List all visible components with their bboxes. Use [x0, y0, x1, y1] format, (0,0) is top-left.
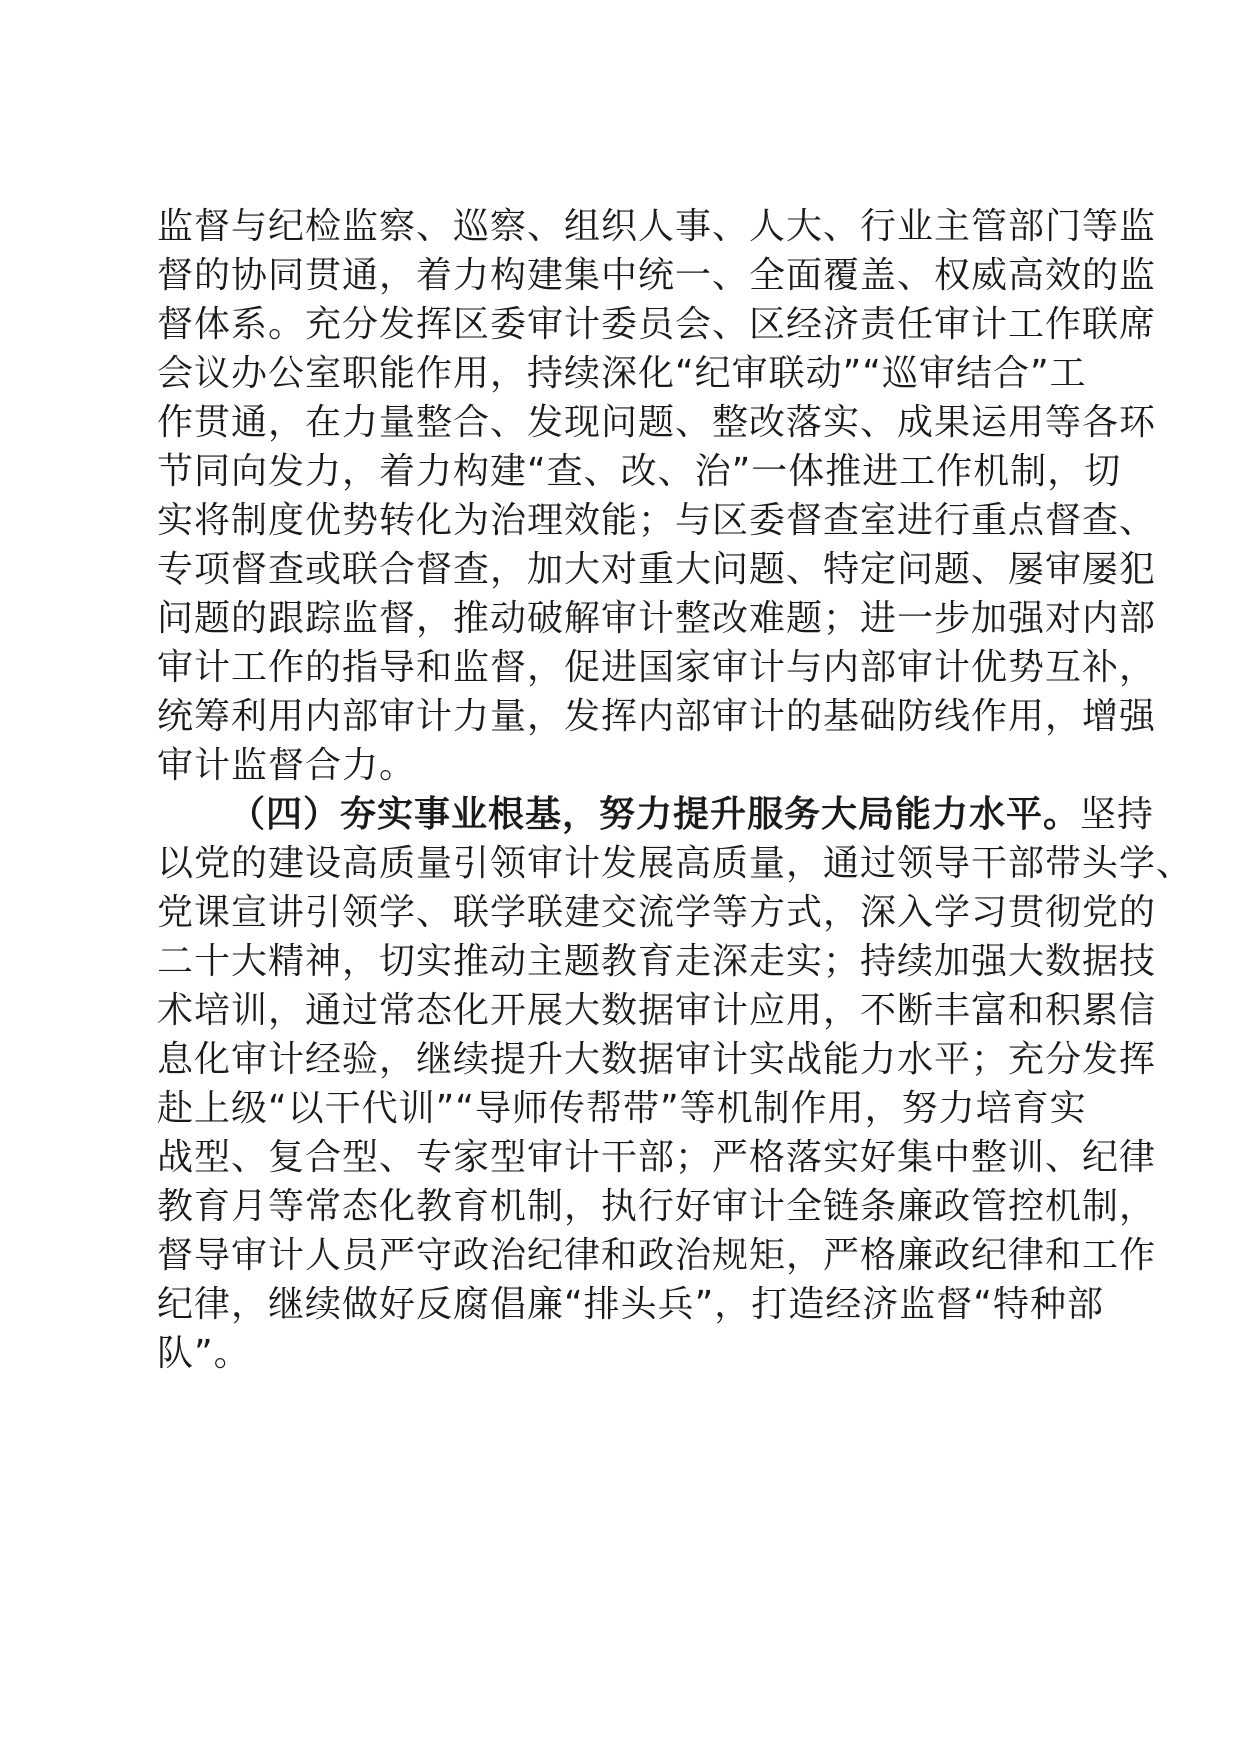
text-line: 专项督查或联合督查，加大对重大问题、特定问题、屡审屡犯: [157, 549, 1157, 590]
text-line: 息化审计经验，继续提升大数据审计实战能力水平；充分发挥: [157, 1039, 1157, 1080]
text-line: 节同向发力，着力构建“查、改、治”一体推进工作机制，切: [157, 451, 1122, 492]
text-line: 统筹利用内部审计力量，发挥内部审计的基础防线作用，增强: [157, 696, 1157, 737]
text-line: 督体系。充分发挥区委审计委员会、区经济责任审计工作联席: [157, 304, 1157, 345]
text-line: 问题的跟踪监督，推动破解审计整改难题；进一步加强对内部: [157, 598, 1157, 639]
section-heading: （四）夯实事业根基，努力提升服务大局能力水平。: [229, 794, 1081, 835]
text-line: 战型、复合型、专家型审计干部；严格落实好集中整训、纪律: [157, 1137, 1157, 1178]
text-line: 教育月等常态化教育机制，执行好审计全链条廉政管控机制，: [157, 1186, 1157, 1227]
text-line: 纪律，继续做好反腐倡廉“排头兵”，打造经济监督“特种部: [157, 1284, 1104, 1325]
text-line: 作贯通，在力量整合、发现问题、整改落实、成果运用等各环: [157, 402, 1157, 443]
heading-tail-text: 坚持: [1080, 794, 1155, 835]
text-line: 监督与纪检监察、巡察、组织人事、人大、行业主管部门等监: [157, 206, 1157, 247]
text-line: 实将制度优势转化为治理效能；与区委督查室进行重点督查、: [157, 500, 1157, 541]
text-line: 会议办公室职能作用，持续深化“纪审联动”“巡审结合”工: [157, 353, 1087, 394]
text-line: 党课宣讲引领学、联学联建交流学等方式，深入学习贯彻党的: [157, 892, 1157, 933]
text-line: 审计工作的指导和监督，促进国家审计与内部审计优势互补，: [157, 647, 1157, 688]
text-line: 队”。: [157, 1333, 251, 1374]
text-line: 督导审计人员严守政治纪律和政治规矩，严格廉政纪律和工作: [157, 1235, 1157, 1276]
text-line: 督的协同贯通，着力构建集中统一、全面覆盖、权威高效的监: [157, 255, 1157, 296]
section-heading-line: [157, 791, 1155, 839]
text-line: 审计监督合力。: [157, 745, 417, 786]
text-line: 二十大精神，切实推动主题教育走深走实；持续加强大数据技: [157, 941, 1157, 982]
text-line: 以党的建设高质量引领审计发展高质量，通过领导干部带头学、: [157, 843, 1194, 884]
text-line: 赴上级“以干代训”“导师传帮带”等机制作用，努力培育实: [157, 1088, 1087, 1129]
text-line: 术培训，通过常态化开展大数据审计应用，不断丰富和积累信: [157, 990, 1157, 1031]
